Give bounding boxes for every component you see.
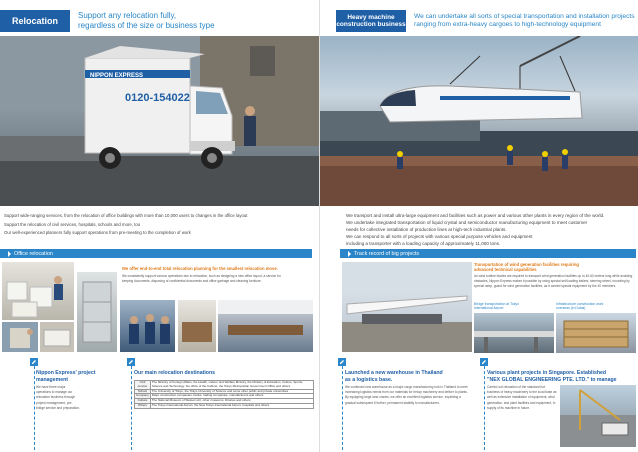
intro-line: needs for collective installation of production lines at high-tech industrial plants. (346, 227, 507, 232)
office-photo-1 (2, 262, 74, 320)
pencil-icon (127, 358, 135, 366)
title-line: "NEX GLOBAL ENGINEERING PTE. LTD." to manage (487, 376, 617, 383)
left-intro (4, 212, 314, 238)
office-relocation-bar: Office relocation (0, 249, 312, 258)
thailand-body: We continued new warehouse as a major cargo manufacturing hub in Thailand to meet increasing logistics needs from our materials for heavy machinery and deliver to plants. By equipping large land cranes, we offer an excellent logistics service, exploiting a gradual subsequent 6 further, permanent stability to manufacturers. (345, 385, 468, 405)
title-line: as a logistics base. (345, 376, 393, 383)
building-illustration (556, 313, 636, 353)
intro-line: Our well-experienced planners fully support operations from pre-meeting to the completion of work (4, 230, 191, 235)
title-line: management (36, 376, 68, 383)
table-cell-text: Major construction companies, banks, trading companies, manufacturers and others (150, 394, 313, 399)
title-line: Nippon Express' project (36, 370, 96, 376)
office-body: We consistently support various operations due to relocation, such as designing a new office layout, a service for keeping documents, disposing of confidential documents and office garbage and cleaning furniture. (122, 274, 281, 284)
table-row (135, 381, 314, 390)
caption-tokyo (474, 302, 554, 311)
team-illustration (120, 300, 175, 352)
office-photo-5 (120, 300, 175, 352)
header-line: regardless of the size or business type (78, 21, 215, 30)
section-tag-relocation: Relocation (0, 10, 70, 32)
destinations-title: Our main relocation destinations (134, 370, 215, 376)
table-cell-text: The National Museum of Western Art, other museums, libraries and others (150, 399, 313, 404)
bridge-illustration (474, 313, 554, 353)
intro-line: Support wide-ranging services, from the relocation of office buildings with more than 10,000 users to changes in the office layout (4, 213, 248, 218)
caption-line: International Airport (474, 306, 504, 311)
intro-line: including a transporter with a loading capacity of approximately 11,000 tons. (346, 241, 501, 246)
track-record-bar: Track record of big projects (340, 249, 636, 258)
plant-illustration (560, 385, 636, 447)
office-photo-2 (2, 322, 38, 352)
right-header-text (406, 13, 635, 29)
caption-line: Bridge transportation at Tokyo (474, 302, 519, 306)
right-intro (346, 212, 636, 247)
lead-line: advanced technical capabilities (474, 267, 537, 273)
table-cell-text: The University of Tokyo, the Tokyo University of Science and some other public and private universities (150, 389, 313, 394)
table-cell-category: Civil service (135, 381, 151, 390)
caption-line: overseas (in Dubai) (556, 306, 586, 311)
divider-line (34, 366, 35, 450)
dubai-infrastructure-photo (556, 313, 636, 353)
singapore-body: Carried out relocation of the standard hot business of heavy machinery to the local base as well as extensive installation of equipment, wind generation, and plant facilities and equipment, in supply of its machine in future. (487, 385, 557, 410)
meeting-room-illustration (218, 300, 313, 352)
title-line: Various plant projects in Singapore. Established (487, 370, 607, 376)
divider-line (484, 366, 485, 450)
office-photo-4 (77, 272, 117, 352)
wind-body: As wind turbine blades are required to transport wind generation facilities up to 40-60 meters long while avoiding obstacles, Nippon Express makes it possible by using special self-loading trailers, steering wheel, mounting by special ramp, guard for wind generation facilities, as it carried special equipment by the 40 members. (474, 274, 633, 289)
crane-illustration (320, 36, 638, 206)
right-page (319, 0, 638, 452)
pencil-icon (30, 358, 38, 366)
pm-body: We have three major operations to manage our relocation business through project management, pre-bridge service and preparation. (36, 385, 80, 410)
section-tag-heavy-machine (336, 10, 406, 32)
intro-line: Support the relocation of civil services, hospitals, schools and more, too (4, 221, 141, 227)
divider-line (342, 366, 343, 450)
office-photo-3 (40, 322, 74, 352)
office-photo-7 (218, 300, 313, 352)
intro-line: We undertake integrated transportation of liquid crystal and semiconductor manufacturing equipment to meet customer (346, 220, 588, 225)
cart-illustration (40, 322, 74, 352)
office-interior-illustration (178, 300, 216, 352)
caption-dubai (556, 302, 636, 311)
tag-line: construction business (336, 21, 406, 28)
worker-illustration (2, 322, 38, 352)
lead-line: Transportation of wind generation facilities requiring (474, 262, 579, 267)
tokyo-bridge-photo (474, 313, 554, 353)
divider-line (131, 366, 132, 450)
title-line: Launched a new warehouse in Thailand (345, 370, 443, 376)
table-cell-text: The Ministry of Foreign Affairs, the Health, Labour and Welfare Ministry, the Ministry of Education, Culture, Sports, Science and Technology, the office of the Cabinet, the Tokyo Metropolitan Government Office and others (150, 381, 313, 390)
train-crane-photo (320, 36, 638, 206)
wind-blade-photo (342, 262, 472, 352)
caption-line: Infrastructure construction work (556, 302, 604, 306)
pencil-icon (480, 358, 488, 366)
table-cell-category: Culture (135, 399, 151, 404)
table-cell-category: Company (136, 393, 149, 398)
truck-phone-text: 0120-154022 (125, 92, 190, 104)
truck-illustration (0, 36, 319, 206)
destinations-table (134, 380, 314, 409)
table-cell-category: Others (135, 403, 151, 408)
intro-line: We transport and install ultra-large equipment and facilities such as power and various other plants in every region of the world. (346, 213, 605, 218)
truck-photo (0, 36, 319, 206)
office-lead: We offer end-to-end total relocation planning for the smallest relocation move. (122, 266, 278, 271)
header-line: Support any relocation fully, (78, 11, 177, 20)
truck-brand-text: NIPPON EXPRESS (90, 73, 144, 79)
left-header-text (70, 11, 215, 31)
right-header (336, 10, 636, 32)
singapore-title (487, 370, 637, 383)
intro-line: We can respond to all sorts of projects with various special purpose vehicles and equipment (346, 234, 533, 239)
pm-title (36, 370, 116, 383)
left-header (0, 10, 319, 32)
blade-illustration (342, 262, 472, 352)
table-row (135, 403, 314, 408)
shelf-illustration (77, 272, 117, 352)
header-line: ranging from extra-heavy cargoes to high-technology equipment (414, 21, 601, 28)
boxes-illustration (2, 262, 74, 320)
table-cell-text: The Tokyo International Airport, the New Tokyo International Airport, hospitals and others (150, 403, 313, 408)
thailand-title (345, 370, 475, 383)
office-photo-6 (178, 300, 216, 352)
singapore-plant-photo (560, 385, 636, 447)
tag-line: Heavy machine (347, 13, 395, 21)
table-cell-category: School (135, 389, 151, 394)
pencil-icon (338, 358, 346, 366)
header-line: We can undertake all sorts of special transportation and installation projects (414, 13, 635, 20)
wind-lead (474, 262, 634, 272)
